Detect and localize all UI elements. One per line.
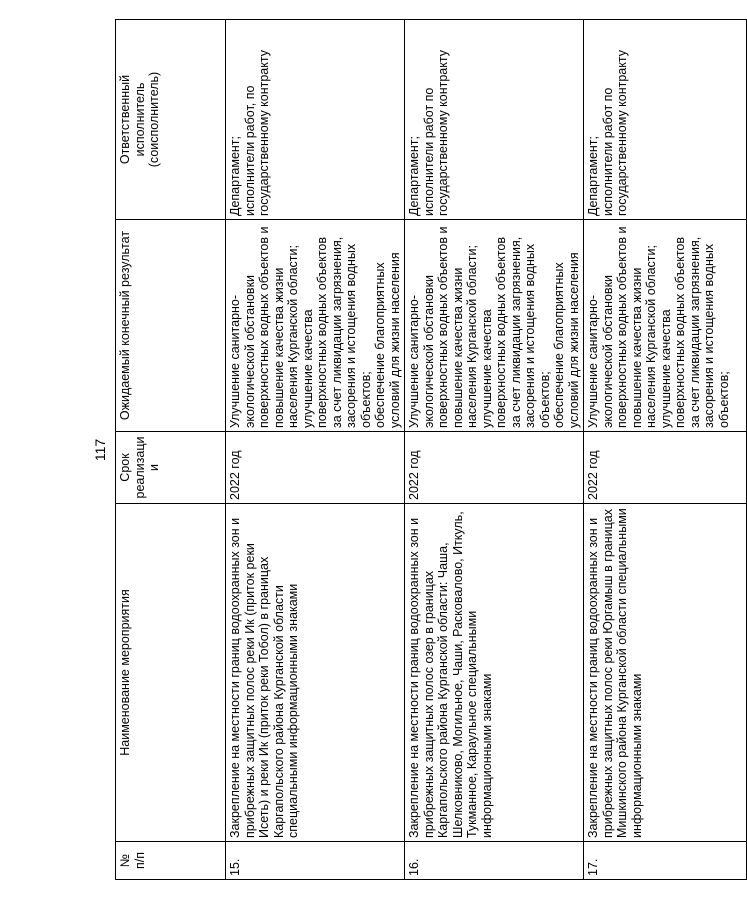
cell-name: Закрепление на местности границ водоохранных зон и прибрежных защитных полос реки Юргамыш в границах Мишкинского района Курганской области специальными информационными знаками — [584, 504, 747, 842]
header-term: Срок реализации — [116, 432, 226, 504]
cell-term: 2022 год — [226, 432, 405, 504]
cell-num: 15. — [226, 842, 405, 880]
cell-term: 2022 год — [584, 432, 747, 504]
cell-responsible: Департамент; исполнители работ по государственному контракту — [405, 20, 584, 220]
cell-responsible: Департамент; исполнители работ по государственному контракту — [584, 20, 747, 220]
cell-name: Закрепление на местности границ водоохранных зон и прибрежных защитных полос реки Ик (приток реки Исеть) и реки Ик (приток реки Тобол) в границах Каргапольского района Курганской области специальными информационными знаками — [226, 504, 405, 842]
cell-result: Улучшение санитарно-экологической обстановки поверхностных водных объектов и повышение качества жизни населения Курганской области; улучшение качества поверхностных водных объектов за счет ликвидации загрязнения, засорения и истощения водных объектов; обеспечение благоприятных условий для жизни населения — [405, 220, 584, 432]
cell-num: 16. — [405, 842, 584, 880]
cell-name: Закрепление на местности границ водоохранных зон и прибрежных защитных полос озер в границах Каргапольского района Курганской области: Чаша, Шелковниково, Могильное, Чаши, Расковалово, Иткуль, Тукманное, Караульное специальными информационными знаками — [405, 504, 584, 842]
table-row — [584, 20, 747, 880]
header-name: Наименование мероприятия — [116, 504, 226, 842]
cell-result: Улучшение санитарно-экологической обстановки поверхностных водных объектов и повышение качества жизни населения Курганской области; улучшение качества поверхностных водных объектов за счет ликвидации загрязнения, засорения и истощения водных объектов; — [584, 220, 747, 432]
table-row — [405, 20, 584, 880]
table-row — [226, 20, 405, 880]
table-header-row — [116, 20, 226, 880]
cell-result: Улучшение санитарно-экологической обстановки поверхностных водных объектов и повышение качества жизни населения Курганской области; улучшение качества поверхностных водных объектов за счет ликвидации загрязнения, засорения и истощения водных объектов; обеспечение благоприятных условий для жизни населения — [226, 220, 405, 432]
cell-term: 2022 год — [405, 432, 584, 504]
cell-responsible: Департамент; исполнители работ, по государственному контракту — [226, 20, 405, 220]
cell-num: 17. — [584, 842, 747, 880]
measures-table — [115, 19, 747, 880]
page-number: 117 — [92, 438, 108, 462]
header-responsible: Ответственный исполнитель (соисполнитель) — [116, 20, 226, 220]
header-result: Ожидаемый конечный результат — [116, 220, 226, 432]
header-num: № п/п — [116, 842, 226, 880]
rotated-sheet — [85, 20, 731, 880]
